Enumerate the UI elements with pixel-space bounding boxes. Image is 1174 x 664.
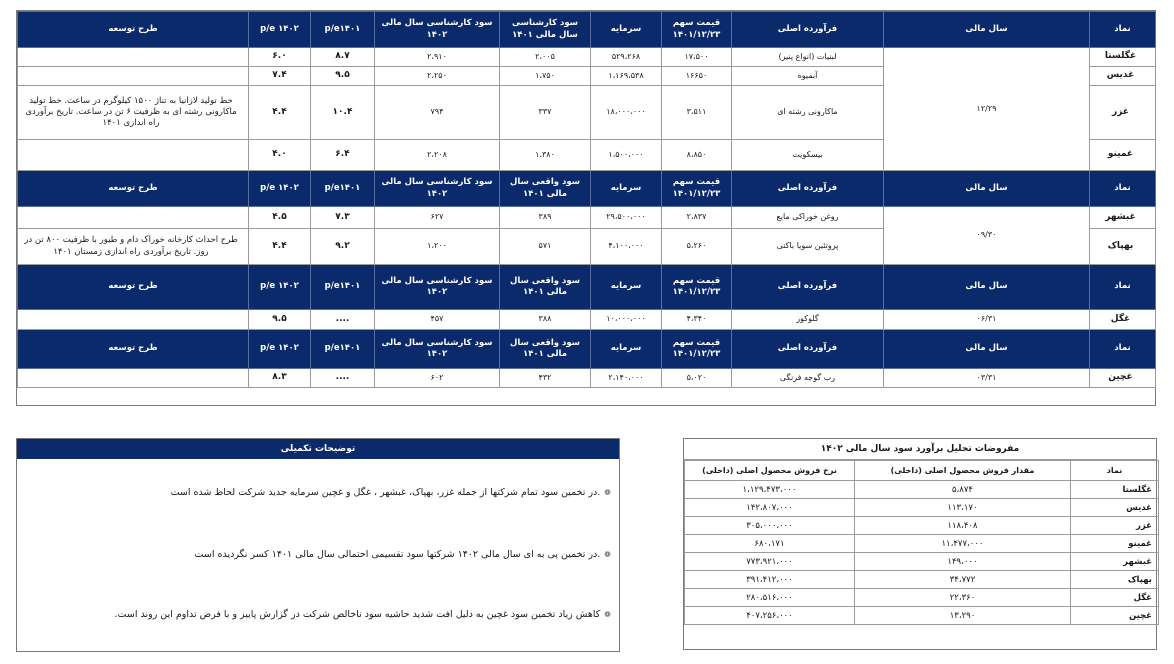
rate-cell: ۳۰۵،۰۰۰،۰۰۰ xyxy=(685,517,855,535)
header-pe-1401: p/e۱۴۰۱ xyxy=(311,265,375,310)
table-row xyxy=(685,481,1159,499)
price-cell: ۵،۰۲۰ xyxy=(662,369,732,388)
capital-cell: ۲،۱۴۰،۰۰۰ xyxy=(591,369,662,388)
header-share-price: قیمت سهم ۱۴۰۱/۱۲/۲۳ xyxy=(662,171,732,207)
product-cell: بیسکویت xyxy=(732,140,884,171)
symbol-cell: غدیس xyxy=(1071,499,1159,517)
note-item xyxy=(25,487,611,498)
assumptions-grid xyxy=(684,460,1159,625)
bullet-icon: ❁ xyxy=(604,550,611,559)
profit-1402-cell: ۲،۹۱۰ xyxy=(375,48,500,67)
profit-1402-cell: ۱،۲۰۰ xyxy=(375,229,500,265)
pe-1401-cell: ۸.۷ xyxy=(311,48,375,67)
rate-cell: ۲۸۰،۵۱۶،۰۰۰ xyxy=(685,589,855,607)
header-capital: سرمایه xyxy=(591,330,662,369)
dev-plan-cell xyxy=(18,369,249,388)
header-profit-1401: سود واقعی سال مالی ۱۴۰۱ xyxy=(500,330,591,369)
dev-plan-cell: طرح احداث کارخانه خوراک دام و طیور با ظرفیت ۸۰۰ تن در روز. تاریخ برآوردی راه اندازی زمستان ۱۴۰۱ xyxy=(18,229,249,265)
header-dev-plan: طرح توسعه xyxy=(18,265,249,310)
profit-1401-cell: ۳۸۸ xyxy=(500,310,591,330)
dev-plan-cell xyxy=(18,67,249,86)
qty-cell: ۱۴۹،۰۰۰ xyxy=(855,553,1071,571)
symbol-cell: غبشهر xyxy=(1071,553,1159,571)
table-row xyxy=(685,517,1159,535)
rate-cell: ۶۸۰،۱۷۱ xyxy=(685,535,855,553)
header-fiscal-year: سال مالی xyxy=(884,12,1090,48)
table-row xyxy=(18,369,1156,388)
pe-1401-cell: ۶.۴ xyxy=(311,140,375,171)
header-profit-1401: سود کارشناسی سال مالی ۱۴۰۱ xyxy=(500,12,591,48)
price-cell: ۴،۳۴۰ xyxy=(662,310,732,330)
pe-1402-cell: ۷.۴ xyxy=(249,67,311,86)
stock-analysis-table xyxy=(16,10,1156,406)
header-sales-qty: مقدار فروش محصول اصلی (داخلی) xyxy=(855,461,1071,481)
qty-cell: ۵،۸۷۴ xyxy=(855,481,1071,499)
profit-1401-cell: ۱،۳۸۰ xyxy=(500,140,591,171)
header-pe-1401: p/e۱۴۰۱ xyxy=(311,12,375,48)
rate-cell: ۱۴۲،۸۰۷،۰۰۰ xyxy=(685,499,855,517)
pe-1402-cell: ۴.۰ xyxy=(249,140,311,171)
notes-title: توضیحات تکمیلی xyxy=(17,439,619,459)
pe-1401-cell: .... xyxy=(311,310,375,330)
profit-1401-cell: ۱،۷۵۰ xyxy=(500,67,591,86)
fiscal-year-cell: ۰۶/۳۱ xyxy=(884,310,1090,330)
stock-grid xyxy=(17,11,1156,388)
symbol-cell: بهپاک xyxy=(1071,571,1159,589)
symbol-cell: غچین xyxy=(1071,607,1159,625)
profit-1401-cell: ۳۸۹ xyxy=(500,207,591,229)
profit-1401-cell: ۵۷۱ xyxy=(500,229,591,265)
supplementary-notes xyxy=(16,438,620,652)
capital-cell: ۴،۱۰۰،۰۰۰ xyxy=(591,229,662,265)
bullet-icon: ❁ xyxy=(604,610,611,619)
header-capital: سرمایه xyxy=(591,265,662,310)
pe-1401-cell: .... xyxy=(311,369,375,388)
header-pe-1402: p/e ۱۴۰۲ xyxy=(249,265,311,310)
note-text: .در تخمین پی به ای سال مالی ۱۴۰۲ شرکتها سود تقسیمی احتمالی سال مالی ۱۴۰۱ کسر نگردیده است xyxy=(194,549,601,560)
header-share-price: قیمت سهم ۱۴۰۱/۱۲/۲۳ xyxy=(662,265,732,310)
header-row xyxy=(18,171,1156,207)
product-cell: رب گوجه فرنگی xyxy=(732,369,884,388)
header-share-price: قیمت سهم ۱۴۰۱/۱۲/۲۳ xyxy=(662,330,732,369)
profit-1402-cell: ۶۰۲ xyxy=(375,369,500,388)
pe-1402-cell: ۹.۵ xyxy=(249,310,311,330)
header-share-price: قیمت سهم ۱۴۰۱/۱۲/۲۳ xyxy=(662,12,732,48)
header-symbol: نماد xyxy=(1090,330,1156,369)
pe-1402-cell: ۶.۰ xyxy=(249,48,311,67)
price-cell: ۳،۵۱۱ xyxy=(662,86,732,140)
table-row xyxy=(685,589,1159,607)
symbol-cell: بهپاک xyxy=(1090,229,1156,265)
pe-1401-cell: ۷.۳ xyxy=(311,207,375,229)
header-fiscal-year: سال مالی xyxy=(884,330,1090,369)
header-pe-1402: p/e ۱۴۰۲ xyxy=(249,171,311,207)
pe-1401-cell: ۹.۵ xyxy=(311,67,375,86)
pe-1401-cell: ۹.۲ xyxy=(311,229,375,265)
qty-cell: ۱۱۸،۴۰۸ xyxy=(855,517,1071,535)
profit-1402-cell: ۲،۲۵۰ xyxy=(375,67,500,86)
capital-cell: ۱۸،۰۰۰،۰۰۰ xyxy=(591,86,662,140)
fiscal-year-cell: ۰۹/۳۰ xyxy=(884,207,1090,265)
profit-1402-cell: ۲،۲۰۸ xyxy=(375,140,500,171)
header-pe-1401: p/e۱۴۰۱ xyxy=(311,171,375,207)
assumptions-title: مفروضات تحلیل برآورد سود سال مالی ۱۴۰۲ xyxy=(684,439,1156,460)
header-row xyxy=(685,461,1159,481)
table-row xyxy=(685,499,1159,517)
symbol-cell: غچین xyxy=(1090,369,1156,388)
header-row xyxy=(18,330,1156,369)
pe-1402-cell: ۴.۵ xyxy=(249,207,311,229)
pe-1402-cell: ۴.۴ xyxy=(249,86,311,140)
profit-1401-cell: ۲،۰۰۵ xyxy=(500,48,591,67)
dev-plan-cell xyxy=(18,207,249,229)
rate-cell: ۷۷۳،۹۲۱،۰۰۰ xyxy=(685,553,855,571)
qty-cell: ۱۳،۲۹۰ xyxy=(855,607,1071,625)
profit-1401-cell: ۳۳۷ xyxy=(500,86,591,140)
rate-cell: ۱،۱۲۹،۴۷۳،۰۰۰ xyxy=(685,481,855,499)
rate-cell: ۴۰۷،۲۵۶،۰۰۰ xyxy=(685,607,855,625)
header-pe-1401: p/e۱۴۰۱ xyxy=(311,330,375,369)
dev-plan-cell xyxy=(18,310,249,330)
assumptions-table xyxy=(683,438,1157,650)
symbol-cell: غگلستا xyxy=(1071,481,1159,499)
symbol-cell: غگلستا xyxy=(1090,48,1156,67)
capital-cell: ۲۹،۵۰۰،۰۰۰ xyxy=(591,207,662,229)
header-fiscal-year: سال مالی xyxy=(884,265,1090,310)
product-cell: ماکارونی رشته ای xyxy=(732,86,884,140)
table-row xyxy=(18,310,1156,330)
product-cell: روغن خوراکی مایع xyxy=(732,207,884,229)
pe-1402-cell: ۸.۳ xyxy=(249,369,311,388)
table-row xyxy=(685,571,1159,589)
capital-cell: ۱،۱۶۹،۵۳۸ xyxy=(591,67,662,86)
header-pe-1402: p/e ۱۴۰۲ xyxy=(249,12,311,48)
note-text: کاهش زیاد تخمین سود غچین به دلیل افت شدید حاشیه سود ناخالص شرکت در گزارش پاییز و با فرض تداوم این روند است. xyxy=(114,609,601,620)
price-cell: ۱۶۶۵۰ xyxy=(662,67,732,86)
symbol-cell: غبشهر xyxy=(1090,207,1156,229)
table-row xyxy=(18,207,1156,229)
qty-cell: ۲۲،۳۶۰ xyxy=(855,589,1071,607)
price-cell: ۸،۸۵۰ xyxy=(662,140,732,171)
header-dev-plan: طرح توسعه xyxy=(18,171,249,207)
header-main-product: فرآورده اصلی xyxy=(732,330,884,369)
symbol-cell: غگل xyxy=(1071,589,1159,607)
capital-cell: ۱،۵۰۰،۰۰۰ xyxy=(591,140,662,171)
price-cell: ۲،۸۳۷ xyxy=(662,207,732,229)
note-item xyxy=(25,549,611,560)
product-cell: گلوکوز xyxy=(732,310,884,330)
symbol-cell: غمینو xyxy=(1090,140,1156,171)
bullet-icon: ❁ xyxy=(604,488,611,497)
product-cell: آبمیوه xyxy=(732,67,884,86)
pe-1401-cell: ۱۰.۴ xyxy=(311,86,375,140)
header-pe-1402: p/e ۱۴۰۲ xyxy=(249,330,311,369)
header-profit-1402: سود کارشناسی سال مالی ۱۴۰۲ xyxy=(375,330,500,369)
header-symbol: نماد xyxy=(1090,171,1156,207)
note-text: .در تخمین سود تمام شرکتها از جمله غزر، بهپاک، غبشهر ، غگل و غچین سرمایه جدید شرکت لحاظ شده است xyxy=(170,487,601,498)
price-cell: ۱۷،۵۰۰ xyxy=(662,48,732,67)
header-symbol: نماد xyxy=(1090,265,1156,310)
header-profit-1402: سود کارشناسی سال مالی ۱۴۰۲ xyxy=(375,171,500,207)
fiscal-year-cell: ۰۳/۳۱ xyxy=(884,369,1090,388)
header-main-product: فرآورده اصلی xyxy=(732,12,884,48)
header-row xyxy=(18,12,1156,48)
fiscal-year-cell: ۱۲/۲۹ xyxy=(884,48,1090,171)
header-profit-1401: سود واقعی سال مالی ۱۴۰۱ xyxy=(500,171,591,207)
header-profit-1402: سود کارشناسی سال مالی ۱۴۰۲ xyxy=(375,265,500,310)
product-cell: پروتئین سویا باکتی xyxy=(732,229,884,265)
symbol-cell: غدیس xyxy=(1090,67,1156,86)
table-row xyxy=(685,607,1159,625)
symbol-cell: غزر xyxy=(1090,86,1156,140)
symbol-cell: غگل xyxy=(1090,310,1156,330)
dev-plan-cell: خط تولید لازانیا به تناژ ۱۵۰۰ کیلوگرم در ساعت. خط تولید ماکارونی رشته ای به ظرفیت ۶ تن در ساعت. تاریخ برآوردی راه اندازی ۱۴۰۱ xyxy=(18,86,249,140)
profit-1401-cell: ۴۳۲ xyxy=(500,369,591,388)
table-row xyxy=(18,48,1156,67)
header-main-product: فرآورده اصلی xyxy=(732,171,884,207)
header-row xyxy=(18,265,1156,310)
header-fiscal-year: سال مالی xyxy=(884,171,1090,207)
profit-1402-cell: ۴۵۷ xyxy=(375,310,500,330)
product-cell: لبنیات (انواع پنیر) xyxy=(732,48,884,67)
profit-1402-cell: ۷۹۴ xyxy=(375,86,500,140)
header-capital: سرمایه xyxy=(591,12,662,48)
header-symbol: نماد xyxy=(1090,12,1156,48)
qty-cell: ۱۱۳،۱۷۰ xyxy=(855,499,1071,517)
header-dev-plan: طرح توسعه xyxy=(18,330,249,369)
dev-plan-cell xyxy=(18,48,249,67)
header-sales-rate: نرخ فروش محصول اصلی (داخلی) xyxy=(685,461,855,481)
symbol-cell: غمینو xyxy=(1071,535,1159,553)
header-dev-plan: طرح توسعه xyxy=(18,12,249,48)
capital-cell: ۱۰،۰۰۰،۰۰۰ xyxy=(591,310,662,330)
capital-cell: ۵۲۹،۲۶۸ xyxy=(591,48,662,67)
qty-cell: ۱۱،۴۷۷،۰۰۰ xyxy=(855,535,1071,553)
table-row xyxy=(685,535,1159,553)
profit-1402-cell: ۶۲۷ xyxy=(375,207,500,229)
header-main-product: فرآورده اصلی xyxy=(732,265,884,310)
header-capital: سرمایه xyxy=(591,171,662,207)
symbol-cell: غزر xyxy=(1071,517,1159,535)
price-cell: ۵،۲۶۰ xyxy=(662,229,732,265)
header-symbol: نماد xyxy=(1071,461,1159,481)
pe-1402-cell: ۴.۴ xyxy=(249,229,311,265)
header-profit-1401: سود واقعی سال مالی ۱۴۰۱ xyxy=(500,265,591,310)
qty-cell: ۳۴،۷۷۲ xyxy=(855,571,1071,589)
table-row xyxy=(685,553,1159,571)
note-item xyxy=(25,609,611,620)
rate-cell: ۳۹۱،۴۱۲،۰۰۰ xyxy=(685,571,855,589)
dev-plan-cell xyxy=(18,140,249,171)
header-profit-1402: سود کارشناسی سال مالی ۱۴۰۲ xyxy=(375,12,500,48)
